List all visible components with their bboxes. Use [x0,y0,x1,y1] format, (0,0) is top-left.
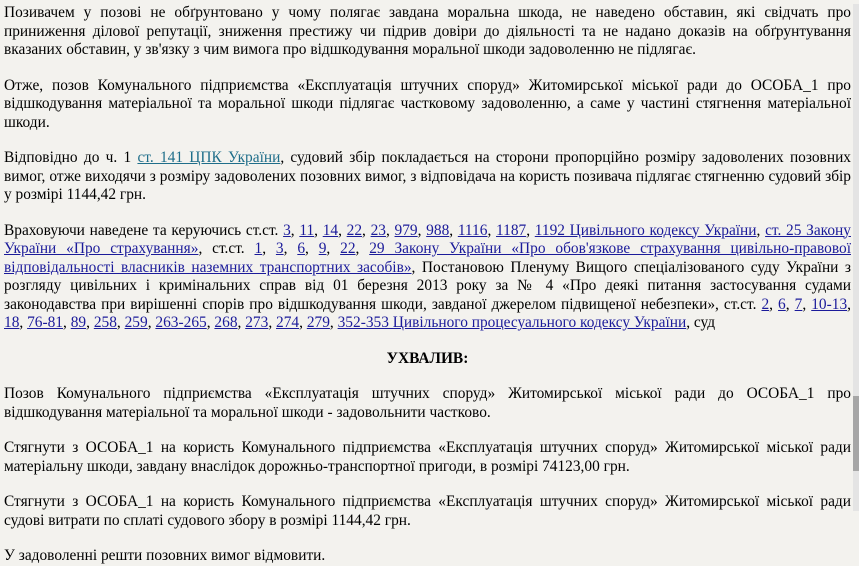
article-link[interactable]: 18 [4,314,20,331]
ruling-claim-partially-granted: Позов Комунального підприємства «Експлуатація штучних споруд» Житомирської міської ради до ОСОБА_1 про відшкодування матеріальної та моральної шкоди - задовольнити частково. [4,385,851,421]
legal-basis-separator: , ст.ст. [198,240,255,257]
ruling-recover-material-damage: Стягнути з ОСОБА_1 на користь Комунального підприємства «Експлуатація штучних споруд» Житомирської міської ради матеріальну шкоди, завдану внаслідок дорожньо-транспортної пригоди, в розмірі 74123,00 грн. [4,439,851,475]
court-fee-text-before: Відповідно до ч. 1 [4,149,138,166]
article-link[interactable]: 988 [426,221,450,239]
article-link[interactable]: 259 [124,314,148,331]
vertical-scrollbar[interactable] [853,4,859,511]
article-link[interactable]: 11 [299,221,315,239]
paragraph-legal-basis: Враховуючи наведене та керуючись ст.ст. 3, 11, 14, 22, 23, 979, 988, 1116, 1187, 1192 Цивільного кодексу України, ст. 25 Закону України «Про страхування», ст.ст. 1, 3, 6, 9, 22, 29 Закону України «Про обов'язкове страхування цивільно-правової відповідальності власників наземних транспортних засобів», Постановою Пленуму Вищого спеціалізованого суду України з розгляду цивільних і кримінальних справ від 01 березня 2013 року за № 4 «Про деякі питання застосування судами законодавства при вирішенні спорів про відшкодування шкоди, завданої джерелом підвищеної небезпеки», ст.ст. 2, 6, 7, 10-13, 18, 76-81, 89, 258, 259, 263-265, 268, 273, 274, 279, 352-353 Цивільного процесуального кодексу України, суд [4,221,852,331]
ruling-recover-court-costs: Стягнути з ОСОБА_1 на користь Комунального підприємства «Експлуатація штучних споруд» Житомирської міської ради судові витрати по сплаті судового збору в розмірі 1144,42 грн. [4,493,851,529]
link-insurance-law-article-25[interactable]: ст. 25 Закону України «Про страхування» [4,221,851,257]
article-link[interactable]: 22 [346,221,363,239]
plenum-resolution-text: , Постановою Пленуму Вищого спеціалізованого суду України з розгляду цивільних і кримінальних справ від 01 березня 2013 року за № 4 «Про деякі питання застосування судами законодавства при вирішенні спорів про відшкодування шкоди, завданої джерелом підвищеної небезпеки», ст.ст. [4,258,851,313]
article-link[interactable]: 279 [306,314,330,331]
article-link[interactable]: 1116 [457,221,488,239]
article-link[interactable]: 263-265 [155,314,207,331]
article-link[interactable]: 2 [761,295,770,313]
article-link[interactable]: 23 [370,221,386,239]
document-page [0,4,859,564]
article-link[interactable]: 14 [322,221,339,239]
court-fee-text-after: , судовий збір покладається на сторони пропорційно розміру задоволених позовних вимог, отже виходячи з розміру задоволених позовних вимог, з відповідача на користь позивача підлягає стягненню судовий збір у розмірі 1144,42 грн. [4,149,851,203]
civil-code-article-links: 3, 11, 14, 22, 23, 979, 988, 1116, 1187, [283,221,535,239]
ruling-rest-denied: У задоволенні решти позовних вимог відмовити. [4,547,326,564]
paragraph-conclusion: Отже, позов Комунального підприємства «Експлуатація штучних споруд» Житомирської міської ради до ОСОБА_1 про відшкодування матеріальної та моральної шкоди підлягає частковому задоволенню, а саме у частині стягнення матеріальної шкоди. [4,76,851,131]
article-link[interactable]: 268 [214,314,238,331]
scrollbar-thumb[interactable] [853,396,859,471]
paragraph-court-fee [4,149,851,205]
article-link[interactable]: 1 [254,240,263,257]
ruling-heading: УХВАЛИВ: [386,349,469,367]
article-link[interactable]: 273 [245,314,269,331]
article-link[interactable]: 3 [275,240,284,257]
article-link[interactable]: 274 [276,314,300,331]
article-link[interactable]: 6 [778,295,786,313]
link-cpc-352-353[interactable]: 352-353 Цивільного процесуального кодексу України [337,314,687,331]
article-link[interactable]: 89 [70,314,87,331]
article-link[interactable]: 76-81 [27,314,64,331]
article-link[interactable]: 9 [318,240,327,257]
article-link[interactable]: 10-13 [811,295,848,313]
article-link[interactable]: 3 [283,221,291,239]
legal-basis-end: , суд [686,314,716,331]
link-article-141-cpc[interactable]: ст. 141 ЦПК України [137,149,281,166]
article-link[interactable]: 258 [93,314,117,331]
article-link[interactable]: 1187 [496,221,527,239]
legal-basis-intro: Враховуючи наведене та керуючись ст.ст. [4,221,284,239]
link-liability-insurance-law-29[interactable]: 29 Закону України «Про обов'язкове страхування цивільно-правової відповідальності власників наземних транспортних засобів» [4,240,851,276]
liability-law-article-links: 1, 3, 6, 9, 22, [254,240,370,257]
article-link[interactable]: 7 [794,295,803,313]
article-link[interactable]: 979 [394,221,418,239]
paragraph-moral-damage: Позивачем у позові не обґрунтовано у чому полягає завдана моральна шкода, не наведено обставин, які свідчать про приниження ділової репутації, зниження престижу чи підрив довіри до діяльності та не надано доказів на обґрунтування вказаних обставин, у зв'язку з чим вимога про відшкодування моральної шкоди задоволенню не підлягає. [4,4,851,58]
cpc-article-links: 2, 6, 7, 10-13, 18, 76-81, 89, 258, 259, 263-265, 268, 273, 274, 279, [4,295,852,331]
link-civil-code-1192[interactable]: 1192 Цивільного кодексу України [534,221,757,239]
article-link[interactable]: 6 [297,240,306,257]
article-link[interactable]: 22 [340,240,356,257]
